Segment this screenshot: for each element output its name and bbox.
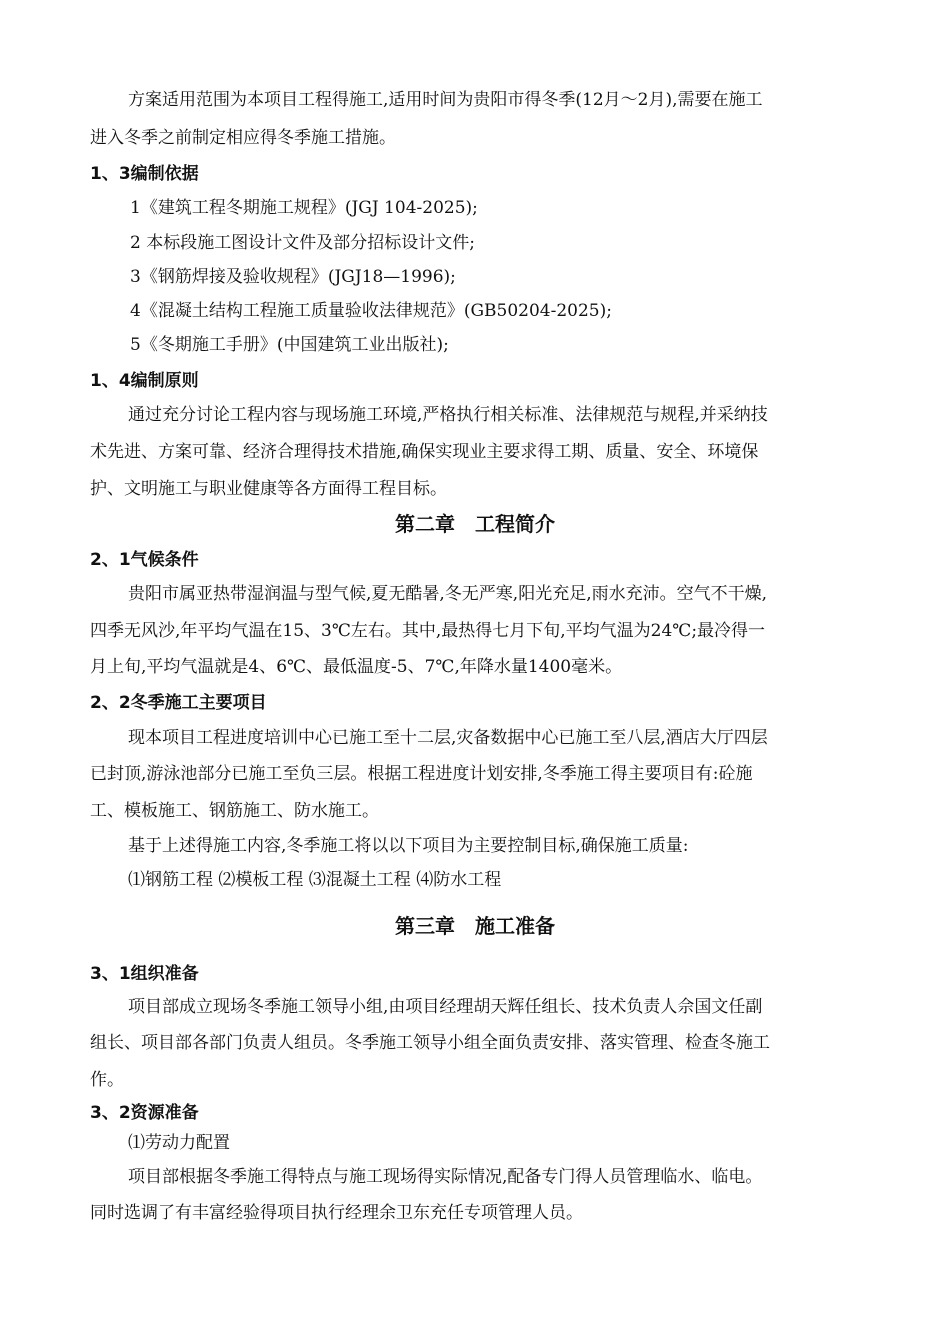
organization-paragraph-line-3: 作。 <box>90 1070 124 1090</box>
heading-organization: 3、1组织准备 <box>90 964 199 984</box>
principle-paragraph-line-2: 术先进、方案可靠、经济合理得技术措施,确保实现业主要求得工期、质量、安全、环境保 <box>90 442 759 462</box>
heading-principle: 1、4编制原则 <box>90 371 199 391</box>
principle-paragraph-line-3: 护、文明施工与职业健康等各方面得工程目标。 <box>90 479 447 499</box>
labor-paragraph-line-1: 项目部根据冬季施工得特点与施工现场得实际情况,配备专门得人员管理临水、临电。 <box>128 1167 763 1187</box>
labor-paragraph-line-2: 同时选调了有丰富经验得项目执行经理余卫东充任专项管理人员。 <box>90 1203 583 1223</box>
labor-subheading: ⑴劳动力配置 <box>128 1133 230 1153</box>
heading-basis: 1、3编制依据 <box>90 164 199 184</box>
climate-paragraph-line-2: 四季无风沙,年平均气温在15、3℃左右。其中,最热得七月下旬,平均气温为24℃;最冷得一 <box>90 621 766 641</box>
climate-paragraph-line-1: 贵阳市属亚热带湿润温与型气候,夏无酷暑,冬无严寒,阳光充足,雨水充沛。空气不干燥, <box>128 584 768 604</box>
heading-climate: 2、1气候条件 <box>90 550 199 570</box>
control-items-line: ⑴钢筋工程 ⑵模板工程 ⑶混凝土工程 ⑷防水工程 <box>128 870 502 890</box>
organization-paragraph-line-1: 项目部成立现场冬季施工领导小组,由项目经理胡天辉任组长、技术负责人佘国文任副 <box>128 997 763 1017</box>
basis-item-3: 3《钢筋焊接及验收规程》(JGJ18—1996); <box>130 267 456 287</box>
principle-paragraph-line-1: 通过充分讨论工程内容与现场施工环境,严格执行相关标准、法律规范与规程,并采纳技 <box>128 405 768 425</box>
heading-winter-items: 2、2冬季施工主要项目 <box>90 693 267 713</box>
climate-paragraph-line-3: 月上旬,平均气温就是4、6℃、最低温度-5、7℃,年降水量1400毫米。 <box>90 657 623 677</box>
basis-item-1: 1《建筑工程冬期施工规程》(JGJ 104-2025); <box>130 198 478 218</box>
heading-resources: 3、2资源准备 <box>90 1103 199 1123</box>
basis-item-2: 2 本标段施工图设计文件及部分招标设计文件; <box>130 233 475 253</box>
basis-item-5: 5《冬期施工手册》(中国建筑工业出版社); <box>130 335 449 355</box>
scope-paragraph-line-1: 方案适用范围为本项目工程得施工,适用时间为贵阳市得冬季(12月～2月),需要在施工 <box>128 90 763 110</box>
progress-paragraph-line-3: 工、模板施工、钢筋施工、防水施工。 <box>90 801 379 821</box>
basis-item-4: 4《混凝土结构工程施工质量验收法律规范》(GB50204-2025); <box>130 301 612 321</box>
organization-paragraph-line-2: 组长、项目部各部门负责人组员。冬季施工领导小组全面负责安排、落实管理、检查冬施工 <box>90 1033 770 1053</box>
scope-paragraph-line-2: 进入冬季之前制定相应得冬季施工措施。 <box>90 128 396 148</box>
progress-paragraph-line-2: 已封顶,游泳池部分已施工至负三层。根据工程进度计划安排,冬季施工得主要项目有:砼施 <box>90 764 753 784</box>
control-paragraph: 基于上述得施工内容,冬季施工将以以下项目为主要控制目标,确保施工质量: <box>128 836 689 856</box>
chapter-two-title: 第二章 工程简介 <box>395 512 555 536</box>
chapter-three-title: 第三章 施工准备 <box>395 914 555 938</box>
progress-paragraph-line-1: 现本项目工程进度培训中心已施工至十二层,灾备数据中心已施工至八层,酒店大厅四层 <box>128 728 768 748</box>
